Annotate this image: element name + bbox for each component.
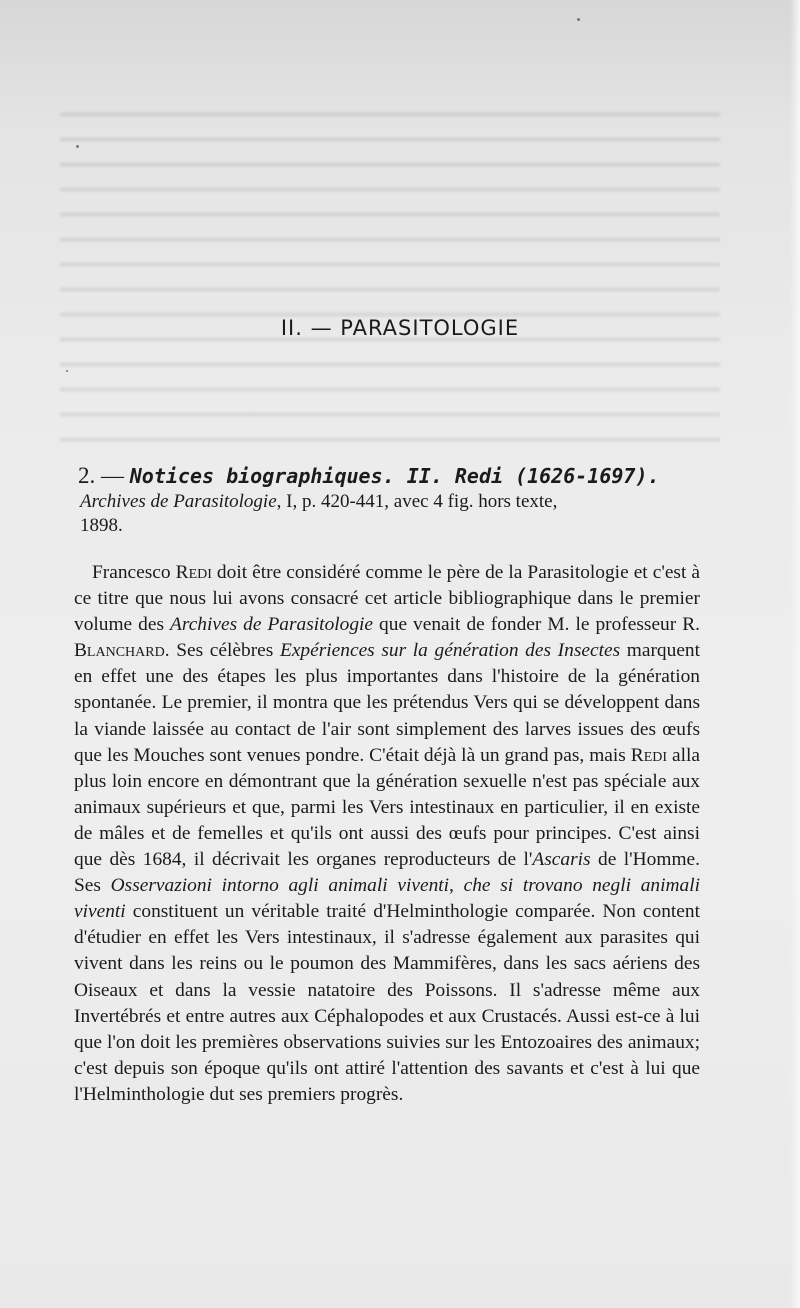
entry-year: 1898. — [80, 515, 123, 536]
author-name-redi: Redi — [175, 562, 212, 583]
body-text: alla plus loin encore en démontrant que la génération sexuelle n'est pas spéciale aux animaux supérieurs et que, parmi les Vers intestinaux en particulier, il en existe de mâles et de femelles et qu'ils ont aussi des œufs pour principes. C'est ainsi que dès 1684, il décrivait les organes reproducteurs de l' — [74, 744, 700, 871]
author-name-redi: Redi — [630, 744, 668, 766]
section-heading: II. — PARASITOLOGIE — [280, 316, 520, 340]
ink-speck — [577, 18, 580, 21]
entry-pages: , I, p. 420-441, avec 4 fig. hors texte, — [276, 491, 558, 512]
ink-speck — [76, 145, 79, 148]
body-text: doit être considéré comme le père de la Parasitologie et c'est à ce titre que nous lui avons consacré cet article bibliographique dans le premier volume des — [74, 562, 701, 636]
body-text: Francesco — [92, 562, 176, 583]
body-text: constituent un véritable traité d'Helminthologie comparée. Non content d'étudier en effet les Vers intestinaux, il s'adresse également aux parasites qui vivent dans les reins ou le poumon des Mammifères, dans les sacs aériens des Oiseaux et dans la vessie natatoire des Poissons. Il s'adresse même aux Invertébrés et entre autres aux Céphalopodes et aux Crustacés. Aussi est-ce à lui que l'on doit les premières observations suivies sur les Entozoaires des animaux; c'est depuis son époque qu'ils ont attiré l'attention des savants et c'est à lui que l'Helminthologie dut ses premiers progrès. — [74, 901, 700, 1105]
author-name-blanchard: Blanchard — [74, 640, 165, 662]
body-text: . Ses célèbres — [164, 640, 280, 662]
entry-citation — [78, 490, 698, 514]
entry-number: 2. — [78, 463, 96, 488]
page-edge — [790, 0, 800, 1308]
show-through-text — [60, 95, 720, 455]
body-text: de l'Homme. Ses — [74, 849, 700, 897]
body-text: que venait de fonder M. le professeur R. — [373, 614, 700, 636]
journal-title: Archives de Parasitologie — [170, 614, 374, 636]
entry-journal: Archives de Parasitologie — [80, 491, 277, 512]
entry-title: Notices biographiques. II. Redi (1626-1697). — [129, 464, 660, 488]
body-text: marquent en effet une des étapes les plus importantes dans l'histoire de la génération spontanée. Le premier, il montra que les prétendus Vers qui se développent dans la viande laissée au contact de l'air sont simplement des larves issues des œufs que les Mouches sont venues pondre. C'était déjà là un grand pas, mais — [74, 640, 701, 766]
entry-title-line — [78, 462, 698, 490]
work-title-osservazioni: Osservazioni intorno agli animali viventi, che si trovano negli animali viventi — [74, 875, 700, 923]
genus-ascaris: Ascaris — [532, 849, 591, 871]
work-title-experiences: Expériences sur la génération des Insectes — [279, 640, 621, 662]
ink-speck — [66, 370, 68, 372]
body-paragraph — [74, 560, 700, 1108]
bibliography-entry — [78, 462, 698, 538]
entry-dash: — — [95, 463, 130, 488]
